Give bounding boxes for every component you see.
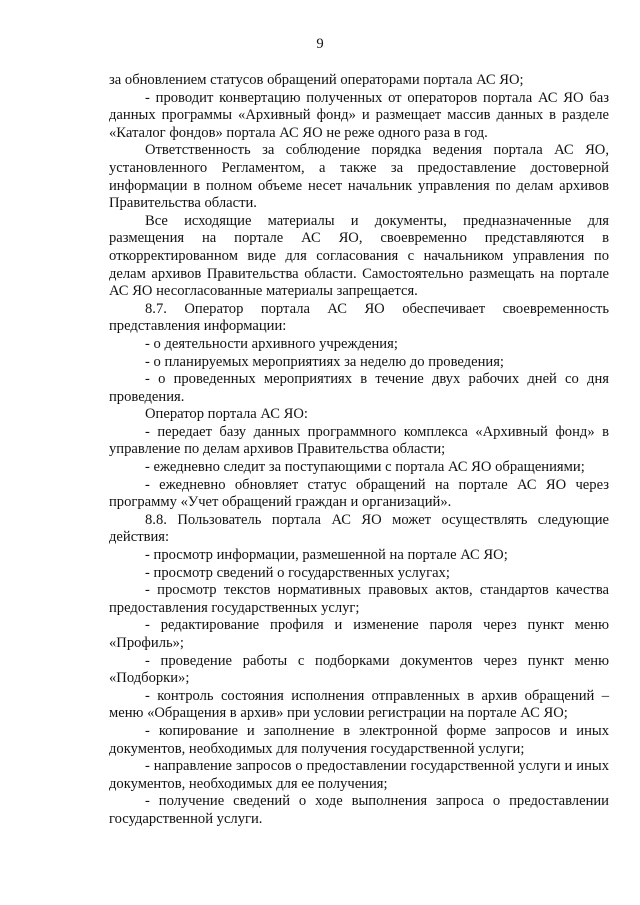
paragraph: Все исходящие материалы и документы, предназначенные для размещения на портале АС ЯО, своевременно представляются в откорректированном виде для согласования с начальником управления по делам архивов Правительства области. Самостоятельно размещать на портале АС ЯО несогласованные материалы запрещается.: [109, 212, 609, 300]
paragraph: - ежедневно следит за поступающими с портала АС ЯО обращениями;: [145, 459, 585, 476]
paragraph: - копирование и заполнение в электронной форме запросов и иных документов, необходимых для получения государственной услуги;: [109, 722, 609, 757]
paragraph: Оператор портала АС ЯО:: [145, 406, 308, 423]
paragraph: за обновлением статусов обращений операторами портала АС ЯО;: [109, 72, 524, 88]
paragraph: - о планируемых мероприятиях за неделю до проведения;: [145, 353, 504, 370]
paragraph: 8.8. Пользователь портала АС ЯО может осуществлять следующие действия:: [109, 511, 609, 546]
paragraph: - просмотр текстов нормативных правовых актов, стандартов качества предоставления государственных услуг;: [109, 582, 609, 616]
paragraph: - редактирование профиля и изменение пароля через пункт меню «Профиль»;: [109, 617, 609, 651]
paragraph: - получение сведений о ходе выполнения запроса о предоставлении государственной услуги.: [109, 793, 609, 827]
paragraph: - направление запросов о предоставлении государственной услуги и иных документов, необходимых для ее получения;: [109, 758, 609, 792]
paragraph: - о деятельности архивного учреждения;: [145, 335, 398, 352]
paragraph: Ответственность за соблюдение порядка ведения портала АС ЯО, установленного Регламентом, а также за предоставление достоверной информации в полном объеме несет начальник управления по делам архивов Правительства области.: [109, 142, 609, 212]
document-body: [109, 72, 609, 829]
paragraph: - просмотр сведений о государственных услугах;: [145, 564, 450, 581]
paragraph: - о проведенных мероприятиях в течение двух рабочих дней со дня проведения.: [109, 371, 609, 405]
paragraph: - передает базу данных программного комплекса «Архивный фонд» в управление по делам архивов Правительства области;: [109, 423, 609, 458]
paragraph: - просмотр информации, размешенной на портале АС ЯО;: [145, 547, 508, 564]
paragraph: - контроль состояния исполнения отправленных в архив обращений – меню «Обращения в архив» при условии регистрации на портале АС ЯО;: [109, 687, 609, 722]
paragraph: - проводит конвертацию полученных от операторов портала АС ЯО баз данных программы «Архивный фонд» и размещает массив данных в разделе «Каталог фондов» портала АС ЯО не реже одного раза в год.: [109, 89, 609, 141]
page-number: 9: [316, 36, 324, 52]
paragraph: - проведение работы с подборками документов через пункт меню «Подборки»;: [109, 652, 609, 687]
paragraph: 8.7. Оператор портала АС ЯО обеспечивает своевременность представления информации:: [109, 300, 609, 335]
paragraph: - ежедневно обновляет статус обращений на портале АС ЯО через программу «Учет обращений граждан и организаций».: [109, 476, 609, 511]
